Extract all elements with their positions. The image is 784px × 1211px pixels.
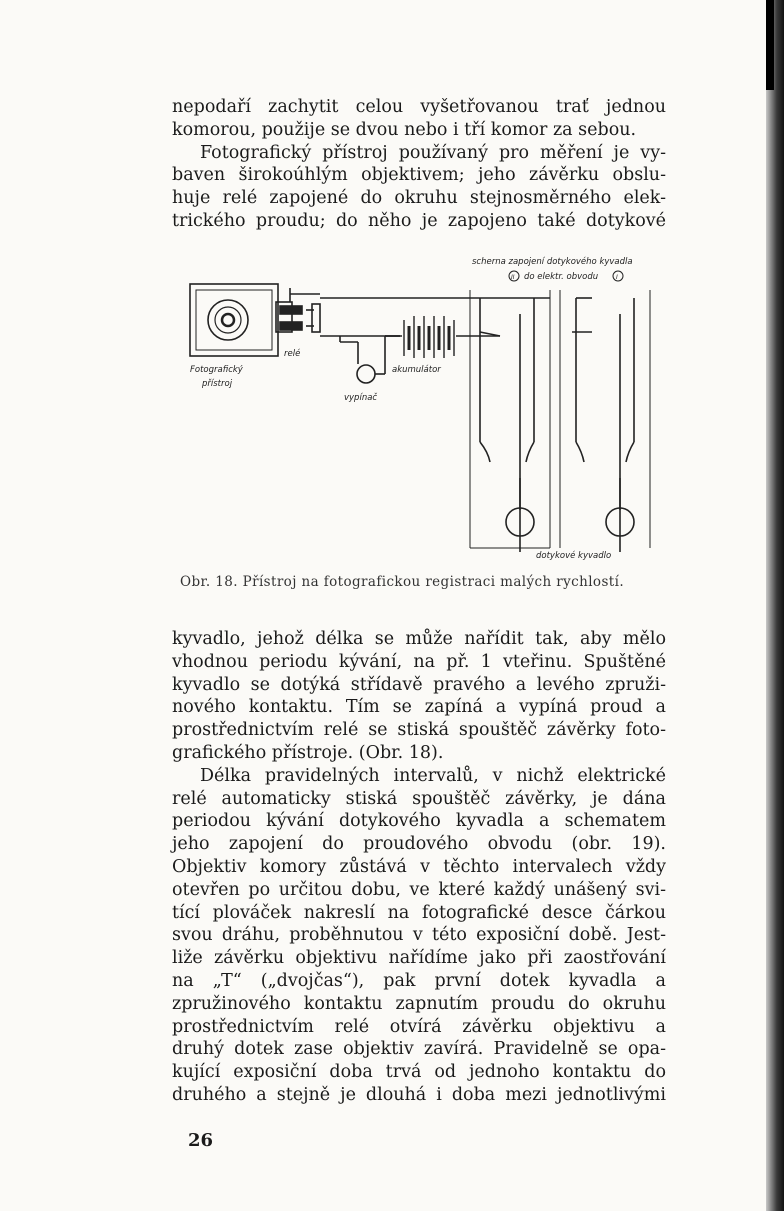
- text-line: grafického přístroje. (Obr. 18).: [172, 742, 444, 763]
- paragraph-top: [172, 96, 666, 233]
- lens-outer: [208, 300, 248, 340]
- text-line: na „T“ („dvojčas“), pak první dotek kyvadla a: [172, 970, 666, 991]
- circuit-figure: [180, 252, 666, 572]
- text-line: Fotografický přístroj používaný pro měření je vy-: [200, 142, 666, 163]
- label-scheme-2: do elektr. obvodu: [524, 272, 599, 282]
- text-line: nového kontaktu. Tím se zapíná a vypíná proud a: [172, 697, 666, 718]
- text-line: kyvadlo se dotýká střídavě pravého a levého zpruži-: [172, 674, 666, 695]
- relay-coil-bottom: [280, 322, 302, 330]
- label-pendulums: dotykové kyvadlo: [536, 551, 612, 561]
- text-line: baven širokoúhlým objektivem; jeho závěrku obslu-: [172, 165, 666, 186]
- page-number: 26: [188, 1130, 214, 1151]
- label-relay: relé: [284, 349, 301, 359]
- text-line: svou dráhu, proběhnutou v této exposiční době. Jest-: [172, 925, 666, 946]
- lens-middle: [215, 307, 241, 333]
- label-circle-right: I: [616, 274, 618, 281]
- text-line: zpružinového kontaktu zapnutím proudu do okruhu: [172, 993, 666, 1014]
- text-line: prostřednictvím relé se stiská spouštěč závěrky foto-: [172, 720, 666, 741]
- relay-terminal: [312, 304, 320, 332]
- text-line: jeho zapojení do proudového obvodu (obr. 19).: [172, 834, 666, 855]
- text-line: tící plováček nakreslí na fotografické desce čárkou: [172, 902, 666, 923]
- lens-inner: [222, 314, 234, 326]
- switch-circle: [357, 365, 375, 383]
- label-camera-2: přístroj: [202, 379, 233, 389]
- label-scheme-1: scherna zapojení dotykového kyvadla: [472, 257, 633, 267]
- label-switch: vypínač: [344, 393, 378, 403]
- text-line: liže závěrku objektivu nařídíme jako při zaostřování: [172, 948, 666, 969]
- figure-caption: Obr. 18. Přístroj na fotografickou registraci malých rychlostí.: [180, 574, 625, 590]
- text-line: vhodnou periodu kývání, na př. 1 vteřinu. Spuštěné: [172, 651, 666, 672]
- text-line: prostřednictvím relé otvírá závěrku objektivu a: [172, 1016, 666, 1037]
- text-line: Objektiv komory zůstává v těchto intervalech vždy: [172, 856, 666, 877]
- text-line: otevřen po určitou dobu, ve které každý unášený svi-: [172, 879, 666, 900]
- text-line: relé automaticky stiská spouštěč závěrky, je dána: [172, 788, 666, 809]
- circuit-diagram: [180, 252, 666, 572]
- text-line: kující exposiční doba trvá od jednoho kontaktu do: [172, 1062, 666, 1083]
- label-battery: akumulátor: [392, 365, 441, 375]
- label-circle-left: II: [511, 274, 515, 281]
- paragraph-bottom: [172, 628, 666, 1107]
- text-line: periodou kývání dotykového kyvadla a schematem: [172, 811, 666, 832]
- text-line: trického proudu; do něho je zapojeno také dotykové: [172, 210, 666, 231]
- text-line: komorou, použije se dvou nebo i tří komor za sebou.: [172, 119, 637, 140]
- relay-coil-top: [280, 306, 302, 314]
- page-edge-mark: [766, 0, 774, 90]
- text-line: nepodaří zachytit celou vyšetřovanou trať jednou: [172, 97, 666, 117]
- label-camera-1: Fotografický: [190, 365, 243, 375]
- text-line: Délka pravidelných intervalů, v nichž elektrické: [200, 765, 666, 786]
- battery-cells: [404, 316, 454, 358]
- text-line: druhý dotek zase objektiv zavírá. Pravidelně se opa-: [172, 1039, 666, 1060]
- text-line: huje relé zapojené do okruhu stejnosměrného elek-: [172, 188, 666, 209]
- page-edge-shadow: [766, 0, 784, 1211]
- text-line: druhého a stejně je dlouhá i doba mezi jednotlivými: [172, 1084, 666, 1105]
- text-line: kyvadlo, jehož délka se může nařídit tak, aby mělo: [172, 629, 666, 649]
